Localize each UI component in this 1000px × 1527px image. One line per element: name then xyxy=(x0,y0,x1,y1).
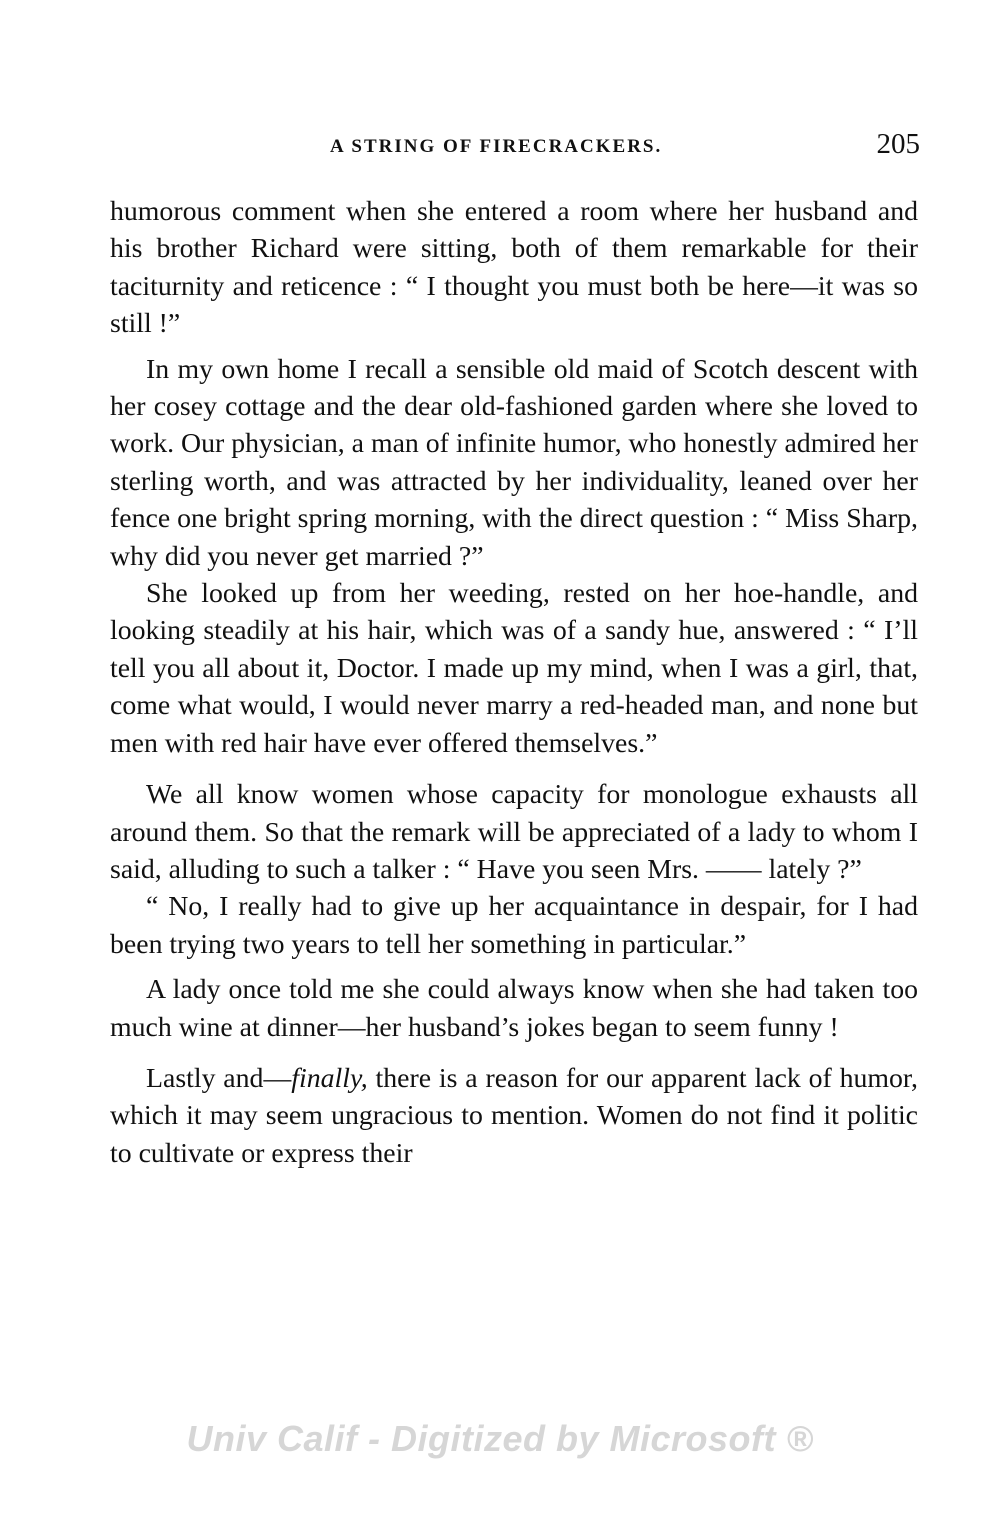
paragraph-7-lead: Lastly and— xyxy=(146,1062,292,1094)
paragraph-4: We all know women whose capacity for monologue exhausts all around them. So that the remark will be appreciated of a lady to whom I said, alluding to such a talker : “ Have you seen Mrs. —— lately ?” xyxy=(110,779,918,885)
body-text xyxy=(110,193,918,1172)
paragraph-2: In my own home I recall a sensible old maid of Scotch descent with her cosey cottage and the dear old-fashioned garden where she loved to work. Our physician, a man of infinite humor, who honestly admired her sterling worth, and was attracted by her individuality, leaned over her fence one bright spring morning, with the direct question : “ Miss Sharp, why did you never get married ?” xyxy=(110,353,918,572)
paragraph-1: humorous comment when she entered a room where her husband and his brother Richard were sitting, both of them remarkable for their taciturnity and reticence : “ I thought you must both be here—it was so still !” xyxy=(110,196,918,340)
paragraph-5: “ No, I really had to give up her acquaintance in despair, for I had been trying two years to tell her something in particular.” xyxy=(110,891,918,960)
paragraph-3: She looked up from her weeding, rested on her hoe-handle, and looking steadily at his hair, which was of a sandy hue, answered : “ I’ll tell you all about it, Doctor. I made up my mind, when I was a girl, that, come what would, I would never marry a red-headed man, and none but men with red hair have ever offered themselves.” xyxy=(110,578,918,759)
running-title: A STRING OF FIRECRACKERS. xyxy=(330,136,663,157)
paragraph-6: A lady once told me she could always know when she had taken too much wine at dinner—her husband’s jokes began to seem funny ! xyxy=(110,974,918,1043)
digitization-watermark: Univ Calif - Digitized by Microsoft ® xyxy=(186,1418,814,1459)
paragraph-7-rest: there is a reason for our apparent lack of humor, which it may seem ungracious to mention. Women do not find it politic to cultivate or express their xyxy=(110,1062,919,1169)
running-head xyxy=(110,128,920,168)
paragraph-7-italic: finally, xyxy=(291,1062,368,1094)
page-number: 205 xyxy=(876,128,920,160)
paragraph-7 xyxy=(110,1060,918,1172)
